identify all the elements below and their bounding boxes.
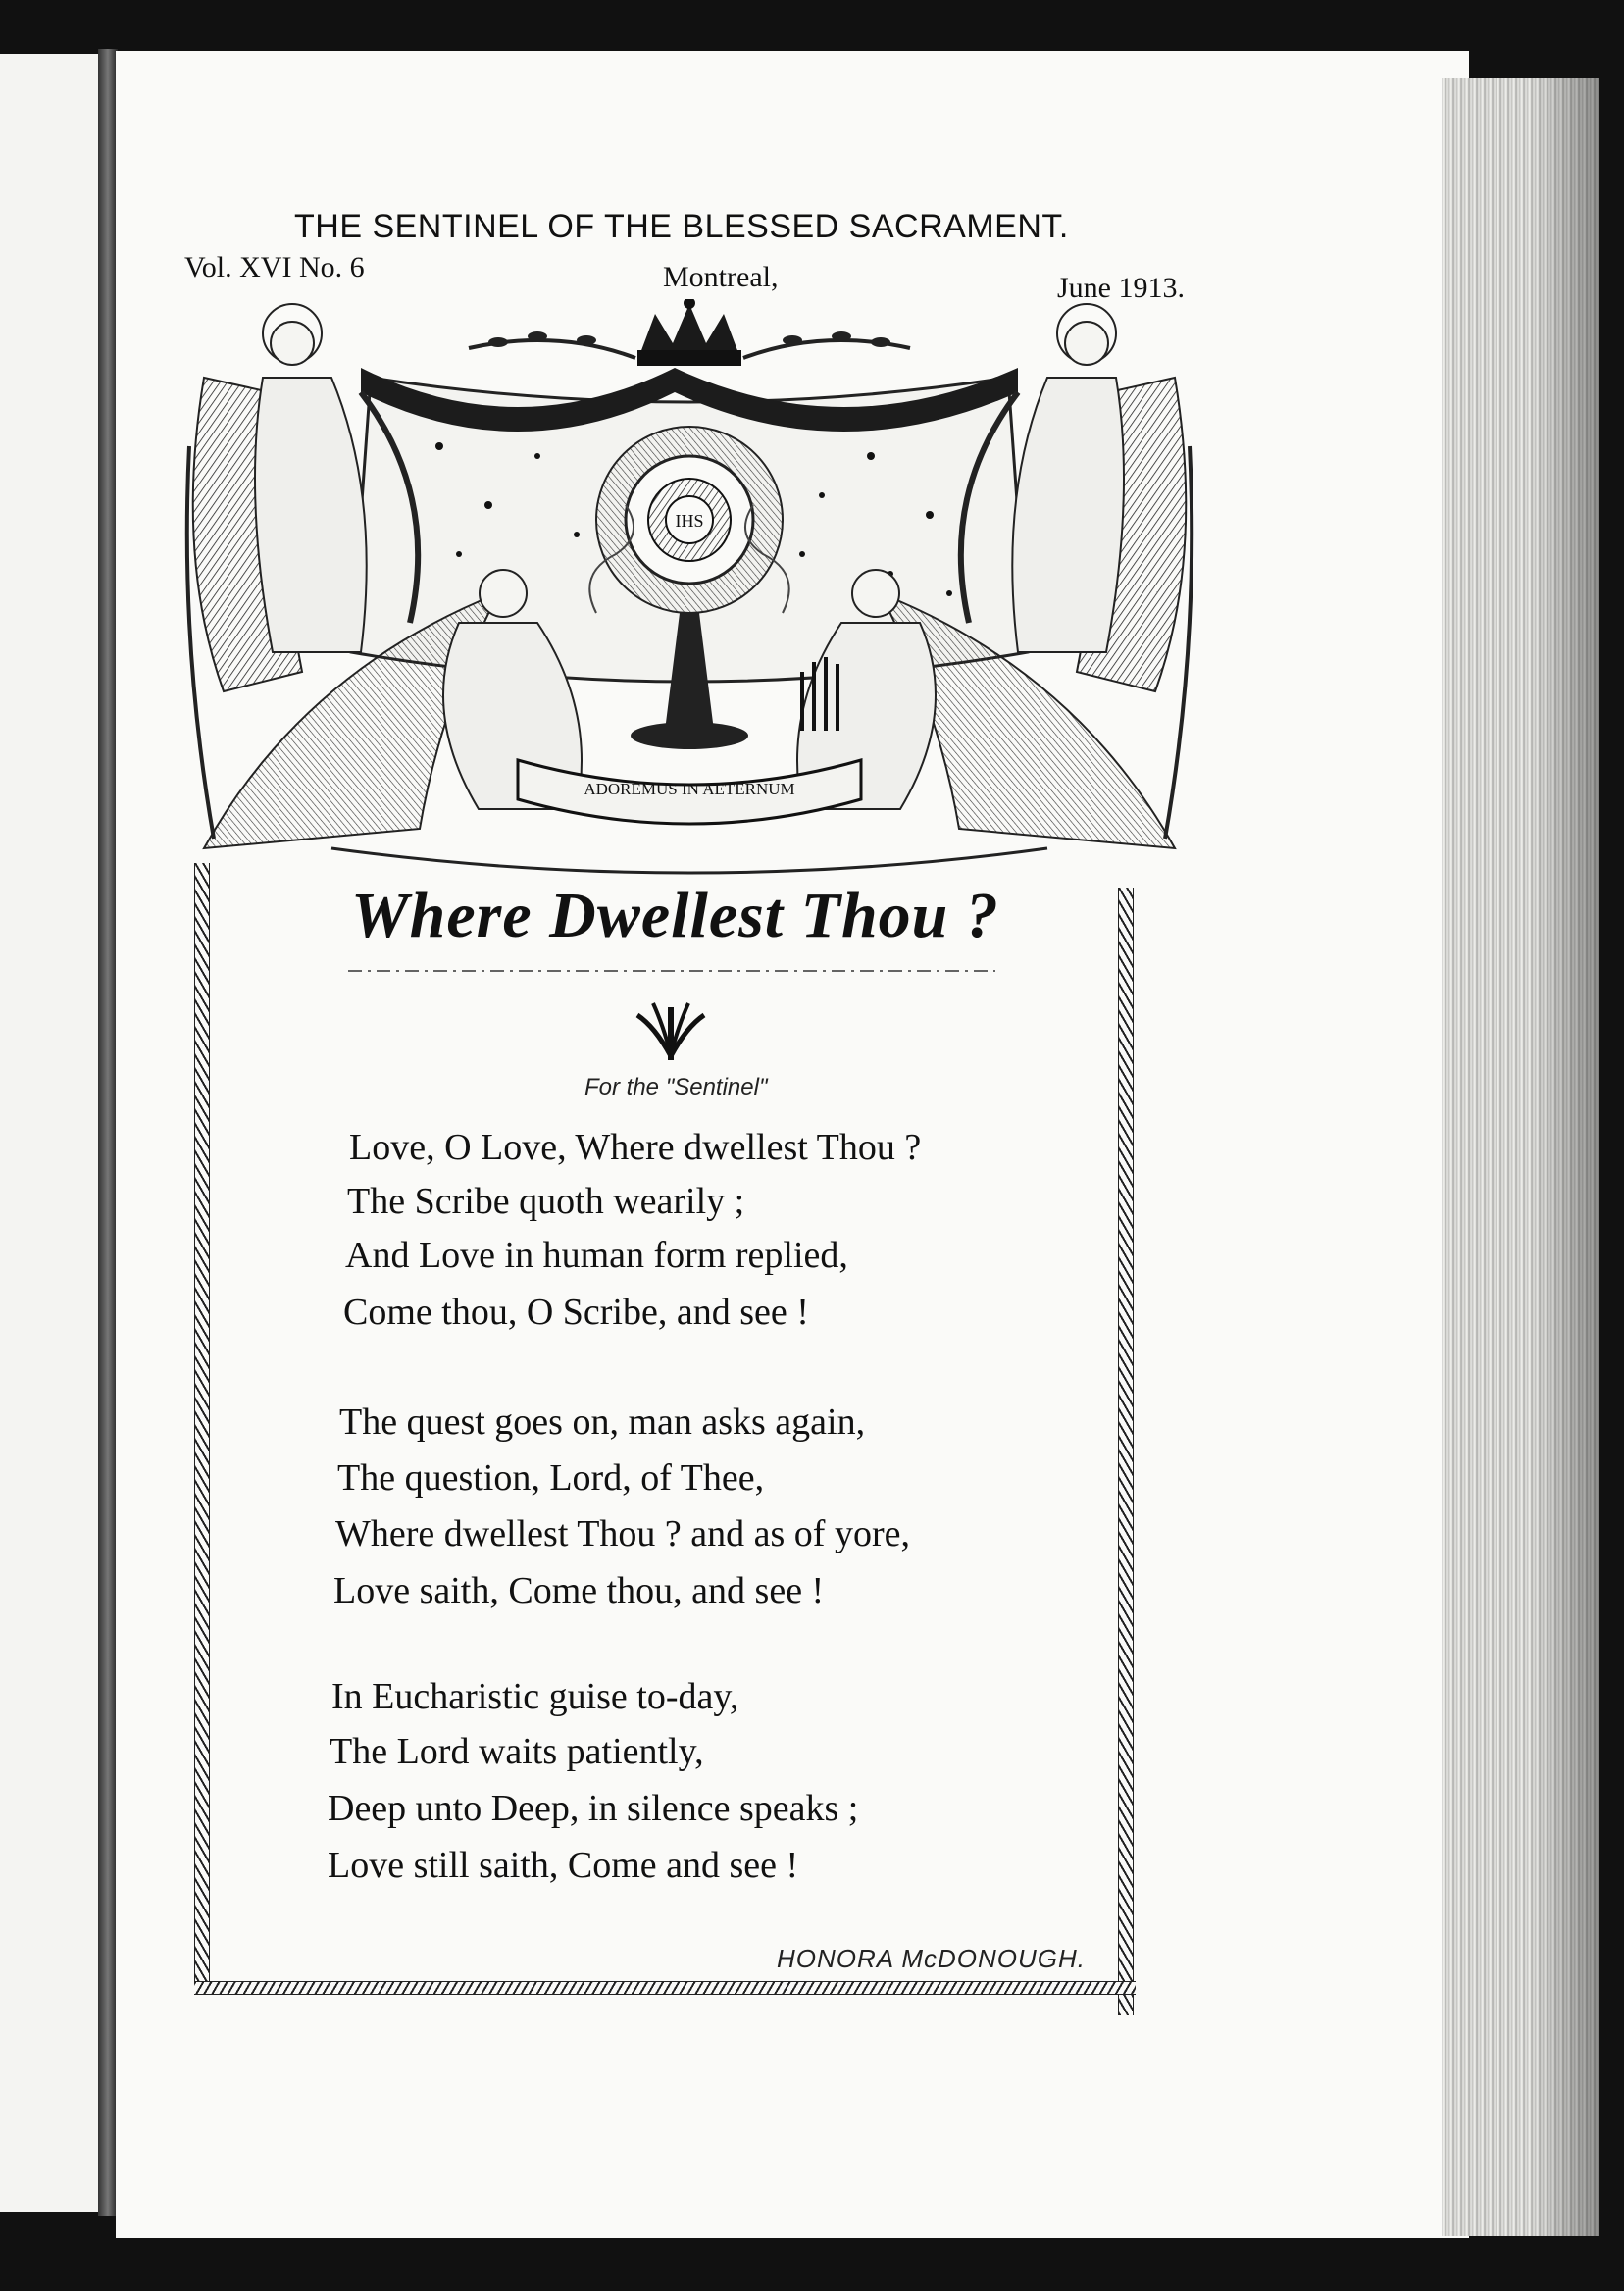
- frame-border-bottom: [194, 1981, 1136, 1995]
- book-gutter: [98, 49, 118, 2216]
- angel-right-standing: [1012, 304, 1186, 691]
- crown-icon: [637, 299, 741, 366]
- poem-line: Love, O Love, Where dwellest Thou ?: [349, 1127, 922, 1168]
- poem-line: Love still saith, Come and see !: [328, 1845, 799, 1886]
- poem-line: The Lord waits patiently,: [330, 1731, 704, 1772]
- journal-title: THE SENTINEL OF THE BLESSED SACRAMENT.: [294, 208, 1069, 245]
- facing-page: [0, 54, 98, 2212]
- poem-line: Where dwellest Thou ? and as of yore,: [335, 1513, 910, 1554]
- banner-text: ADOREMUS IN AETERNUM: [584, 780, 795, 798]
- poem-line: The quest goes on, man asks again,: [339, 1401, 866, 1443]
- poem-title: Where Dwellest Thou ?: [351, 880, 999, 951]
- poem-line: Love saith, Come thou, and see !: [333, 1570, 825, 1611]
- frame-border-right: [1118, 888, 1134, 2015]
- poem-line: The question, Lord, of Thee,: [337, 1457, 765, 1499]
- poem-line: In Eucharistic guise to-day,: [331, 1676, 739, 1717]
- publication-city: Montreal,: [663, 261, 779, 293]
- poem-line: The Scribe quoth wearily ;: [347, 1181, 745, 1222]
- poem-line: Deep unto Deep, in silence speaks ;: [328, 1788, 859, 1829]
- poem-line: And Love in human form replied,: [345, 1235, 848, 1276]
- volume-number: Vol. XVI No. 6: [184, 251, 365, 283]
- angel-left-standing: [193, 304, 367, 691]
- ihs-monogram: IHS: [675, 511, 704, 531]
- publication-date: June 1913.: [1057, 272, 1185, 304]
- poem-line: Come thou, O Scribe, and see !: [343, 1292, 809, 1333]
- frame-border-left: [194, 863, 210, 1991]
- poem-author: HONORA McDONOUGH.: [777, 1944, 1087, 1973]
- poem-credit: For the "Sentinel": [584, 1074, 768, 1100]
- page-edges-shadow: [1530, 78, 1599, 2236]
- angels-monstrance-engraving: [184, 299, 1194, 878]
- title-ornamental-rule: [348, 964, 995, 978]
- fleuron-icon: [635, 997, 706, 1060]
